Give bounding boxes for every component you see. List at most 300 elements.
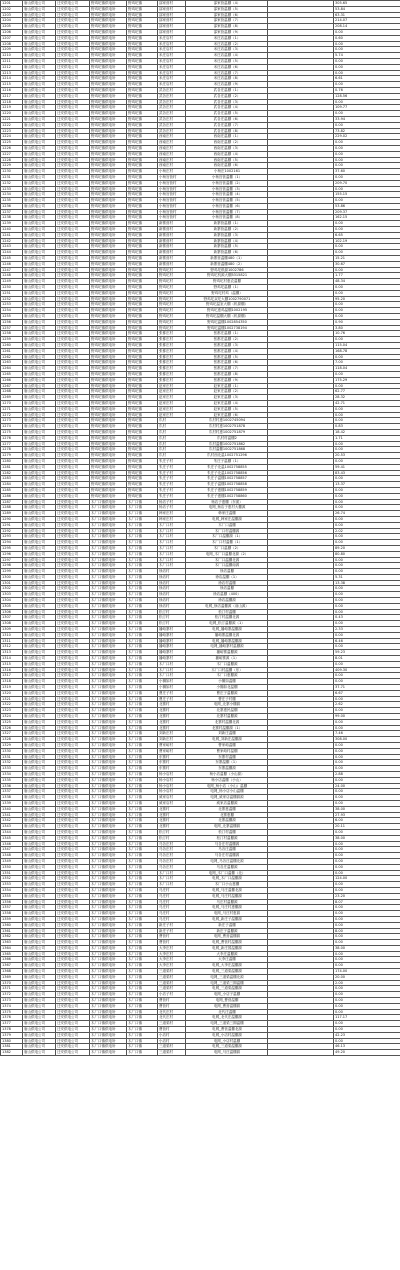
amount-cell: 0.00 [334,998,400,1004]
company-cell: 唐山供电公司 [23,529,56,535]
station-cell: 野鸡坨镇供电所 [90,482,127,488]
company-cell: 唐山供电公司 [23,424,56,430]
company-cell: 唐山供电公司 [23,923,56,929]
village-cell: 北寨村 [158,708,186,714]
village-cell: 韩家庄村 [158,511,186,517]
branch-cell: 迁安供电公司 [56,529,90,535]
row-number: 1269 [1,395,23,401]
meter-name-cell: 赵家庄温棚（4） [186,401,268,407]
row-number: 1277 [1,442,23,448]
branch-cell: 迁安供电公司 [56,981,90,987]
village-cell: 北代庄村 [158,1015,186,1021]
company-cell: 唐山供电公司 [23,726,56,732]
village-cell: 威家店村 [158,801,186,807]
amount-cell: 0.00 [334,140,400,146]
town-cell: 野鸡坨镇 [127,94,158,100]
meter-name-cell: 电网_曹营村温棚源 [186,940,268,946]
company-cell: 唐山供电公司 [23,708,56,714]
town-cell: 木厂口镇 [127,505,158,511]
town-cell: 木厂口镇 [127,569,158,575]
meter-name-cell: 电网_曹营温棚源 [186,934,268,940]
town-cell: 木厂口镇 [127,772,158,778]
station-cell: 木厂口镇供电所 [90,743,127,749]
amount-cell: 37.71 [334,685,400,691]
station-cell: 木厂口镇供电所 [90,963,127,969]
row-number: 1306 [1,610,23,616]
row-number: 1348 [1,853,23,859]
row-number: 1293 [1,534,23,540]
row-number: 1216 [1,88,23,94]
company-cell: 唐山供电公司 [23,639,56,645]
town-cell: 木厂口镇 [127,992,158,998]
village-cell: 杨小店村 [158,772,186,778]
meter-name-cell: 西南庄温棚（4） [186,152,268,158]
amount-cell: 0.00 [334,755,400,761]
amount-cell: 0.00 [334,720,400,726]
village-cell: 木厂口村 [158,534,186,540]
company-cell: 唐山供电公司 [23,192,56,198]
row-number: 1312 [1,644,23,650]
company-cell: 唐山供电公司 [23,720,56,726]
company-cell: 唐山供电公司 [23,152,56,158]
branch-cell: 迁安供电公司 [56,511,90,517]
amount-cell: 155.15 [334,192,400,198]
meter-name-cell: 小杨官营温棚（5） [186,198,268,204]
branch-cell: 迁安供电公司 [56,262,90,268]
station-cell: 木厂口镇供电所 [90,853,127,859]
meter-name-cell: 新庄子温棚源 [186,929,268,935]
amount-cell: 1.77 [334,273,400,279]
amount-cell: 59.23 [334,650,400,656]
village-cell: 小杨官营村 [158,175,186,181]
row-number: 1272 [1,413,23,419]
town-cell: 木厂口镇 [127,558,158,564]
amount-cell: 0.00 [334,917,400,923]
amount-cell: 2.88 [334,772,400,778]
branch-cell: 迁安供电公司 [56,227,90,233]
branch-cell: 迁安供电公司 [56,894,90,900]
station-cell: 木厂口镇供电所 [90,540,127,546]
company-cell: 唐山供电公司 [23,1044,56,1050]
amount-cell: 0.00 [334,830,400,836]
village-cell: 武各庄村 [158,129,186,135]
company-cell: 唐山供电公司 [23,18,56,24]
amount-cell: 102.19 [334,239,400,245]
row-number: 1307 [1,615,23,621]
village-cell: 爪村 [158,442,186,448]
village-cell: 野鸡坨村 [158,308,186,314]
station-cell: 野鸡坨镇供电所 [90,59,127,65]
village-cell: 徐店村 [158,569,186,575]
station-cell: 野鸡坨镇供电所 [90,291,127,297]
village-cell: 木厂口村 [158,662,186,668]
amount-cell: 0.00 [334,697,400,703]
station-cell: 木厂口镇供电所 [90,917,127,923]
village-cell: 小杨官营村 [158,198,186,204]
branch-cell: 迁安供电公司 [56,436,90,442]
branch-cell: 迁安供电公司 [56,789,90,795]
town-cell: 野鸡坨镇 [127,413,158,419]
town-cell: 木厂口镇 [127,708,158,714]
branch-cell: 迁安供电公司 [56,158,90,164]
company-cell: 唐山供电公司 [23,418,56,424]
station-cell: 野鸡坨镇供电所 [90,476,127,482]
meter-name-cell: 张都庄温棚（5） [186,355,268,361]
branch-cell: 迁安供电公司 [56,644,90,650]
village-cell: 米庄店村 [158,59,186,65]
amount-cell: 49.20 [334,1050,400,1056]
amount-cell: 0.00 [334,598,400,604]
village-cell: 邵家营村 [158,24,186,30]
row-number: 1339 [1,801,23,807]
row-number: 1378 [1,1027,23,1033]
company-cell: 唐山供电公司 [23,210,56,216]
town-cell: 野鸡坨镇 [127,389,158,395]
town-cell: 野鸡坨镇 [127,256,158,262]
village-cell: 张都庄村 [158,349,186,355]
station-cell: 野鸡坨镇供电所 [90,53,127,59]
meter-name-cell: 赵家庄温棚（5） [186,407,268,413]
amount-cell: 0.00 [334,992,400,998]
station-cell: 木厂口镇供电所 [90,975,127,981]
branch-cell: 迁安供电公司 [56,71,90,77]
amount-cell: 0.00 [334,459,400,465]
amount-cell: 0.00 [334,418,400,424]
row-number: 1278 [1,447,23,453]
row-number: 1310 [1,633,23,639]
village-cell: 新寨营村 [158,250,186,256]
station-cell: 野鸡坨镇供电所 [90,459,127,465]
row-number: 1248 [1,273,23,279]
village-cell: 张都庄村 [158,372,186,378]
branch-cell: 迁安供电公司 [56,285,90,291]
company-cell: 唐山供电公司 [23,442,56,448]
branch-cell: 迁安供电公司 [56,969,90,975]
meter-name-cell: 张都庄温棚（9） [186,378,268,384]
meter-name-cell: 邵家营温棚（4） [186,1,268,7]
village-cell: 马各庄村 [158,842,186,848]
village-cell: 朱庄子村 [158,482,186,488]
meter-name-cell: 木厂口温棚源 [186,662,268,668]
company-cell: 唐山供电公司 [23,801,56,807]
amount-cell: 0.00 [334,123,400,129]
town-cell: 木厂口镇 [127,882,158,888]
town-cell: 野鸡坨镇 [127,424,158,430]
blank-cell [268,1050,334,1056]
row-number: 1321 [1,697,23,703]
row-number: 1231 [1,175,23,181]
branch-cell: 迁安供电公司 [56,940,90,946]
row-number: 1340 [1,807,23,813]
town-cell: 木厂口镇 [127,517,158,523]
village-cell: 野鸡坨村 [158,302,186,308]
row-number: 1266 [1,378,23,384]
village-cell: 新寨营村 [158,244,186,250]
amount-cell: 6.67 [334,691,400,697]
village-cell: 三道梁村 [158,975,186,981]
meter-name-cell: 东寨温棚源 [186,766,268,772]
row-number: 1209 [1,47,23,53]
company-cell: 唐山供电公司 [23,691,56,697]
town-cell: 木厂口镇 [127,952,158,958]
company-cell: 唐山供电公司 [23,586,56,592]
amount-cell: 0.00 [334,1021,400,1027]
meter-name-cell: 新寨营温棚480（2） [186,262,268,268]
company-cell: 唐山供电公司 [23,1015,56,1021]
company-cell: 唐山供电公司 [23,847,56,853]
row-number: 1298 [1,563,23,569]
station-cell: 野鸡坨镇供电所 [90,129,127,135]
branch-cell: 迁安供电公司 [56,192,90,198]
village-cell: 小狮如村 [158,685,186,691]
town-cell: 野鸡坨镇 [127,59,158,65]
branch-cell: 迁安供电公司 [56,152,90,158]
meter-name-cell: 野鸡坨双坨大棚1002790071 [186,297,268,303]
village-cell: 播峪寨村 [158,627,186,633]
amount-cell: 7.00 [334,360,400,366]
station-cell: 木厂口镇供电所 [90,934,127,940]
meter-name-cell: 电网_北寨温棚源 [186,824,268,830]
row-number: 1262 [1,355,23,361]
row-number: 1343 [1,824,23,830]
meter-name-cell: 电网_播峪寨温棚源 [186,639,268,645]
village-cell: 大李庄村 [158,946,186,952]
amount-cell: 0.00 [334,760,400,766]
station-cell: 野鸡坨镇供电所 [90,244,127,250]
row-number: 1351 [1,871,23,877]
row-number: 1253 [1,302,23,308]
station-cell: 木厂口镇供电所 [90,708,127,714]
amount-cell: 208.14 [334,24,400,30]
company-cell: 唐山供电公司 [23,459,56,465]
town-cell: 野鸡坨镇 [127,384,158,390]
town-cell: 野鸡坨镇 [127,198,158,204]
meter-name-cell: 北寨惠棚 [186,813,268,819]
meter-name-cell: 西南庄温棚（3） [186,146,268,152]
village-cell: 曹庄子村 [158,691,186,697]
row-number: 1212 [1,65,23,71]
amount-cell: 0.00 [334,1004,400,1010]
station-cell: 野鸡坨镇供电所 [90,181,127,187]
meter-name-cell: 爪村村惠1002751879 [186,430,268,436]
station-cell: 野鸡坨镇供电所 [90,192,127,198]
company-cell: 唐山供电公司 [23,842,56,848]
station-cell: 野鸡坨镇供电所 [90,100,127,106]
town-cell: 木厂口镇 [127,807,158,813]
station-cell: 木厂口镇供电所 [90,685,127,691]
meter-name-cell: 张都庄温棚（8） [186,372,268,378]
row-number: 1233 [1,187,23,193]
company-cell: 唐山供电公司 [23,813,56,819]
meter-name-cell: 木厂口温棚（2） [186,546,268,552]
branch-cell: 迁安供电公司 [56,401,90,407]
branch-cell: 迁安供电公司 [56,685,90,691]
village-cell: 野鸡坨村 [158,279,186,285]
meter-name-cell: 木厂口温棚 [186,523,268,529]
village-cell: 小店村 [158,1039,186,1045]
town-cell: 木厂口镇 [127,697,158,703]
company-cell: 唐山供电公司 [23,1033,56,1039]
village-cell: 武各庄村 [158,111,186,117]
station-cell: 野鸡坨镇供电所 [90,123,127,129]
amount-cell: 0.00 [334,621,400,627]
company-cell: 唐山供电公司 [23,169,56,175]
town-cell: 木厂口镇 [127,685,158,691]
station-cell: 野鸡坨镇供电所 [90,187,127,193]
row-number: 1347 [1,847,23,853]
branch-cell: 迁安供电公司 [56,459,90,465]
town-cell: 野鸡坨镇 [127,430,158,436]
row-number: 1366 [1,957,23,963]
station-cell: 木厂口镇供电所 [90,986,127,992]
amount-cell: 0.00 [334,447,400,453]
station-cell: 木厂口镇供电所 [90,731,127,737]
meter-name-cell: 电网_大李庄温棚源 [186,963,268,969]
company-cell: 唐山供电公司 [23,859,56,865]
village-cell: 西南庄村 [158,146,186,152]
meter-name-cell: 邵家营温棚（6） [186,13,268,19]
village-cell: 新寨营村 [158,221,186,227]
village-cell: 爪村 [158,418,186,424]
amount-cell: 0.00 [334,952,400,958]
branch-cell: 迁安供电公司 [56,534,90,540]
company-cell: 唐山供电公司 [23,604,56,610]
town-cell: 木厂口镇 [127,540,158,546]
town-cell: 野鸡坨镇 [127,314,158,320]
village-cell: 播峪寨村 [158,656,186,662]
branch-cell: 迁安供电公司 [56,952,90,958]
row-number: 1360 [1,923,23,929]
town-cell: 木厂口镇 [127,1050,158,1056]
town-cell: 野鸡坨镇 [127,459,158,465]
station-cell: 木厂口镇供电所 [90,900,127,906]
amount-cell: 124.00 [334,876,400,882]
amount-cell: 5.74 [334,53,400,59]
village-cell: 小杨官营村 [158,210,186,216]
row-number: 1363 [1,940,23,946]
company-cell: 唐山供电公司 [23,552,56,558]
town-cell: 野鸡坨镇 [127,71,158,77]
row-number: 1326 [1,726,23,732]
row-number: 1294 [1,540,23,546]
station-cell: 野鸡坨镇供电所 [90,175,127,181]
row-number: 1258 [1,331,23,337]
village-cell: 赵家庄村 [158,413,186,419]
company-cell: 唐山供电公司 [23,146,56,152]
meter-name-cell: 木厂口惠棚源 [186,673,268,679]
branch-cell: 迁安供电公司 [56,331,90,337]
amount-cell: 0.00 [334,308,400,314]
station-cell: 木厂口镇供电所 [90,847,127,853]
branch-cell: 迁安供电公司 [56,198,90,204]
village-cell: 三道梁村 [158,986,186,992]
station-cell: 野鸡坨镇供电所 [90,256,127,262]
meter-name-cell: 张都庄温棚（2） [186,337,268,343]
town-cell: 木厂口镇 [127,534,158,540]
branch-cell: 迁安供电公司 [56,847,90,853]
meter-name-cell: 小杨官营温棚（4） [186,192,268,198]
meter-name-cell: 播峪寨温棚北源 [186,633,268,639]
company-cell: 唐山供电公司 [23,360,56,366]
town-cell: 木厂口镇 [127,1033,158,1039]
row-number: 1292 [1,529,23,535]
town-cell: 野鸡坨镇 [127,134,158,140]
town-cell: 木厂口镇 [127,581,158,587]
meter-name-cell: 北寨惠民温棚 [186,708,268,714]
amount-cell: 0.00 [334,940,400,946]
town-cell: 野鸡坨镇 [127,169,158,175]
company-cell: 唐山供电公司 [23,563,56,569]
company-cell: 唐山供电公司 [23,969,56,975]
company-cell: 唐山供电公司 [23,934,56,940]
branch-cell: 迁安供电公司 [56,146,90,152]
station-cell: 木厂口镇供电所 [90,824,127,830]
branch-cell: 迁安供电公司 [56,992,90,998]
town-cell: 野鸡坨镇 [127,343,158,349]
meter-name-cell: 北寨温棚源 [186,818,268,824]
town-cell: 野鸡坨镇 [127,140,158,146]
amount-cell: 0.00 [334,859,400,865]
company-cell: 唐山供电公司 [23,940,56,946]
branch-cell: 迁安供电公司 [56,88,90,94]
row-number: 1375 [1,1010,23,1016]
town-cell: 木厂口镇 [127,1004,158,1010]
branch-cell: 迁安供电公司 [56,865,90,871]
village-cell: 曹营村 [158,998,186,1004]
town-cell: 木厂口镇 [127,615,158,621]
amount-cell: 0.00 [334,766,400,772]
branch-cell: 迁安供电公司 [56,134,90,140]
station-cell: 木厂口镇供电所 [90,604,127,610]
town-cell: 木厂口镇 [127,905,158,911]
amount-cell: 214.07 [334,18,400,24]
branch-cell: 迁安供电公司 [56,76,90,82]
meter-name-cell: 松汀村温棚源 [186,836,268,842]
row-number: 1377 [1,1021,23,1027]
station-cell: 野鸡坨镇供电所 [90,471,127,477]
meter-name-cell: 电网_小店村温棚 [186,1039,268,1045]
company-cell: 唐山供电公司 [23,7,56,13]
station-cell: 野鸡坨镇供电所 [90,233,127,239]
branch-cell: 迁安供电公司 [56,708,90,714]
company-cell: 唐山供电公司 [23,853,56,859]
town-cell: 野鸡坨镇 [127,204,158,210]
station-cell: 野鸡坨镇供电所 [90,349,127,355]
town-cell: 木厂口镇 [127,981,158,987]
town-cell: 野鸡坨镇 [127,146,158,152]
company-cell: 唐山供电公司 [23,244,56,250]
village-cell: 野鸡坨村 [158,320,186,326]
station-cell: 木厂口镇供电所 [90,627,127,633]
village-cell: 北寨村 [158,720,186,726]
amount-cell: 6.00 [334,818,400,824]
town-cell: 野鸡坨镇 [127,285,158,291]
meter-name-cell: 朱庄子北温1002758855 [186,465,268,471]
company-cell: 唐山供电公司 [23,436,56,442]
amount-cell: 0.00 [334,250,400,256]
village-cell: 杨店子村 [158,500,186,506]
row-number: 1222 [1,123,23,129]
row-number: 1381 [1,1044,23,1050]
meter-name-cell: 朱庄子惠棚1002758859 [186,488,268,494]
amount-cell: 2.33 [334,627,400,633]
town-cell: 野鸡坨镇 [127,418,158,424]
row-number: 1314 [1,656,23,662]
company-cell: 唐山供电公司 [23,702,56,708]
village-cell: 米庄店村 [158,71,186,77]
amount-cell: 0.00 [334,268,400,274]
station-cell: 野鸡坨镇供电所 [90,279,127,285]
